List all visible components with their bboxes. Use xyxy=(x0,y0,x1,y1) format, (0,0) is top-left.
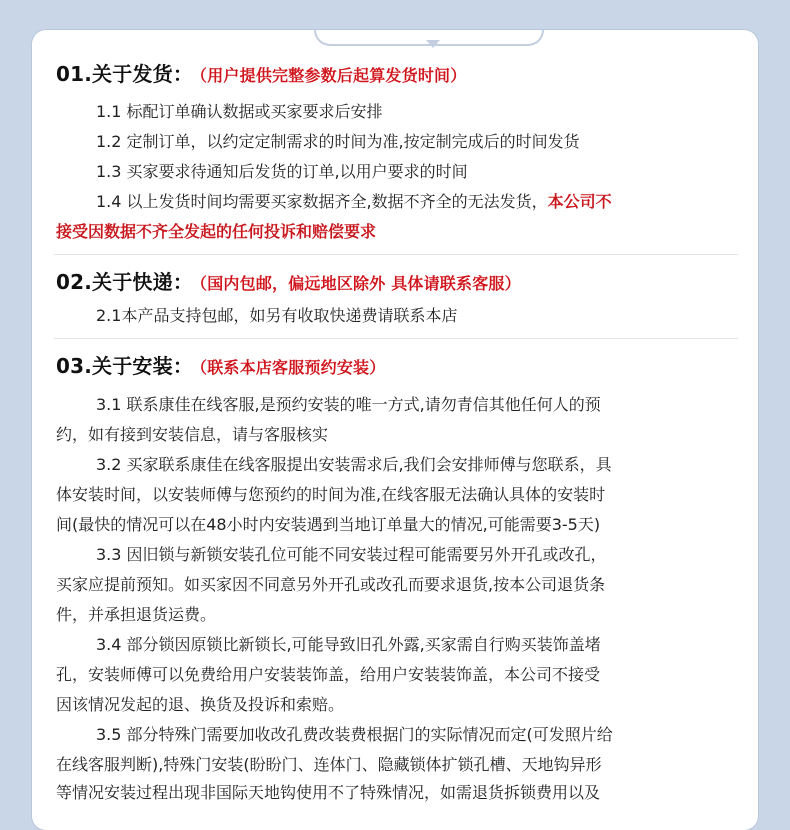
section-2-line-1: 2.1本产品支持包邮，如另有收取快递费请联系本店 xyxy=(96,306,458,325)
section-3-line: 3.2 买家联系康佳在线客服提出安装需求后,我们会安排师傅与您联系，具 xyxy=(96,455,612,474)
section-3-line: 买家应提前预知。如买家因不同意另外开孔或改孔而要求退货,按本公司退货条 xyxy=(56,575,606,594)
section-1-heading xyxy=(56,58,466,87)
section-3-note: （联系本店客服预约安装） xyxy=(199,358,386,377)
section-1-title: 01.关于发货： xyxy=(56,62,194,86)
section-3-line: 3.4 部分锁因原锁比新锁长,可能导致旧孔外露,买家需自行购买装饰盖堵 xyxy=(96,635,601,654)
divider-2 xyxy=(54,338,738,339)
section-2-heading xyxy=(56,266,521,295)
section-3-heading xyxy=(56,350,385,379)
section-3-line: 3.5 部分特殊门需要加收改孔费改装费根据门的实际情况而定(可发照片给 xyxy=(96,725,613,744)
section-1-line-1: 1.1 标配订单确认数据或买家要求后安排 xyxy=(96,102,383,121)
divider-1 xyxy=(54,254,738,255)
section-1-line-4-text: 1.4 以上发货时间均需要买家数据齐全,数据不齐全的无法发货， xyxy=(96,192,548,211)
section-3-line: 在线客服判断),特殊门安装(盼盼门、连体门、隐藏锁体扩锁孔槽、天地钩异形 xyxy=(56,755,602,774)
section-3-line: 孔，安装师傅可以免费给用户安装装饰盖，给用户安装装饰盖，本公司不接受 xyxy=(56,665,601,684)
section-1-note: （用户提供完整参数后起算发货时间） xyxy=(199,66,467,85)
section-1-line-5-warning: 接受因数据不齐全发起的任何投诉和赔偿要求 xyxy=(56,222,377,241)
section-3-line: 等情况安装过程出现非国际天地钩使用不了特殊情况，如需退货拆锁费用以及 xyxy=(56,783,601,802)
section-3-title: 03.关于安装： xyxy=(56,354,194,378)
section-3-line: 3.3 因旧锁与新锁安装孔位可能不同安装过程可能需要另外开孔或改孔， xyxy=(96,545,607,564)
section-1-line-4-warning: 本公司不 xyxy=(547,192,612,211)
section-1-line-4 xyxy=(96,189,612,212)
section-2-title: 02.关于快递： xyxy=(56,270,194,294)
section-3-line: 3.1 联系康佳在线客服,是预约安装的唯一方式,请勿青信其他任何人的预 xyxy=(96,395,601,414)
section-3-line: 间(最快的情况可以在48小时内安装遇到当地订单量大的情况,可能需要3-5天) xyxy=(56,515,601,534)
section-3-line: 体安装时间，以安装师傅与您预约的时间为准,在线客服无法确认具体的安装时 xyxy=(56,485,606,504)
section-1-line-2: 1.2 定制订单，以约定定制需求的时间为准,按定制完成后的时间发货 xyxy=(96,132,580,151)
section-2-note: （国内包邮，偏远地区除外 具体请联系客服） xyxy=(199,274,521,293)
section-1-line-3: 1.3 买家要求待通知后发货的订单,以用户要求的时间 xyxy=(96,162,468,181)
section-3-line: 因该情况发起的退、换货及投诉和索赔。 xyxy=(56,695,345,714)
section-3-line: 约，如有接到安装信息，请与客服核实 xyxy=(56,425,329,444)
tab-notch xyxy=(426,40,440,48)
section-3-line: 件，并承担退货运费。 xyxy=(56,605,217,624)
